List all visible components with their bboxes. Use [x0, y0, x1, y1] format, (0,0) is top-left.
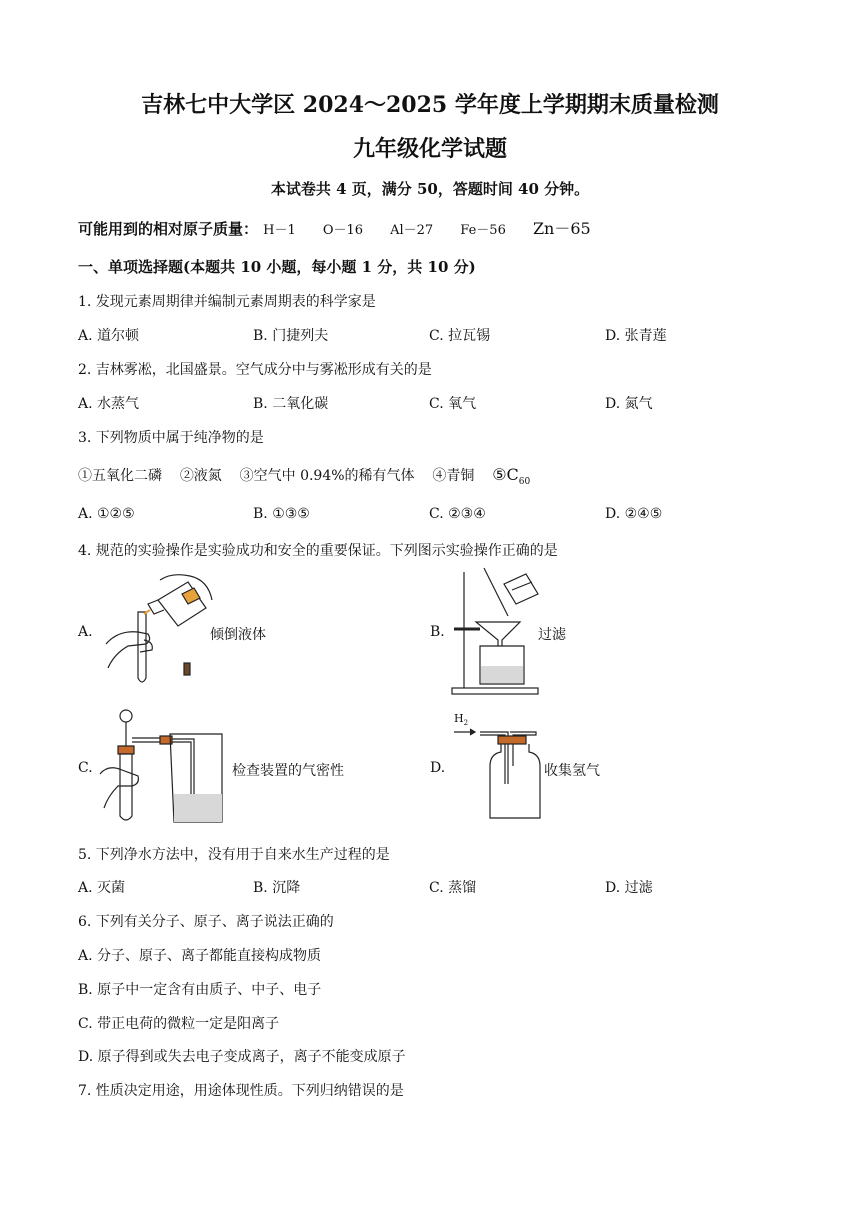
q5-option-c: C. 蒸馏	[429, 880, 477, 896]
q3-option-a: A. ①②⑤	[78, 506, 135, 522]
question-2-stem: 2. 吉林雾凇，北国盛景。空气成分中与雾凇形成有关的是	[78, 362, 432, 378]
q4-option-c-letter: C.	[78, 760, 93, 776]
hydrogen-subscript: 2	[463, 719, 469, 728]
atomic-mass-o: O－16	[322, 223, 364, 238]
q3-option-b: B. ①③⑤	[253, 506, 310, 522]
question-3-stem: 3. 下列物质中属于纯净物的是	[78, 430, 264, 446]
exam-title: 吉林七中大学区 2024～2025 学年度上学期期末质量检测	[141, 92, 719, 118]
question-7-stem: 7. 性质决定用途，用途体现性质。下列归纳错误的是	[78, 1083, 404, 1099]
q4-option-a-caption: 倾倒液体	[210, 627, 266, 643]
question-4-stem: 4. 规范的实验操作是实验成功和安全的重要保证。下列图示实验操作正确的是	[78, 543, 558, 559]
hydrogen-collection-illustration	[452, 726, 547, 822]
q4-option-b-letter: B.	[430, 624, 445, 640]
q4-option-d-letter: D.	[430, 760, 446, 776]
q2-option-c: C. 氧气	[429, 396, 477, 412]
pouring-liquid-illustration	[98, 570, 213, 690]
q1-option-a: A. 道尔顿	[78, 328, 140, 344]
q1-option-b: B. 门捷列夫	[253, 328, 329, 344]
atomic-mass-label: 可能用到的相对原子质量：	[78, 220, 259, 238]
filtration-illustration	[450, 566, 540, 698]
q3-item-3: ③空气中 0.94%的稀有气体	[239, 468, 415, 484]
q6-option-b: B. 原子中一定含有由质子、中子、电子	[78, 982, 322, 998]
q3-items	[78, 465, 530, 487]
q5-option-a: A. 灭菌	[78, 880, 126, 896]
q4-option-d-caption: 收集氢气	[544, 763, 600, 779]
hydrogen-label	[454, 712, 468, 727]
q3-item-5-symbol: ⑤C	[492, 465, 519, 484]
q3-item-1: ①五氧化二磷	[78, 468, 162, 484]
q4-option-a-letter: A.	[78, 624, 93, 640]
q3-option-c: C. ②③④	[429, 506, 486, 522]
question-6-stem: 6. 下列有关分子、原子、离子说法正确的	[78, 914, 334, 930]
q4-option-c-caption: 检查装置的气密性	[232, 763, 344, 779]
atomic-mass-line	[78, 216, 613, 239]
exam-subtitle: 九年级化学试题	[352, 136, 507, 162]
q4-option-b-caption: 过滤	[538, 627, 566, 643]
section-heading: 一、单项选择题(本题共 10 小题，每小题 1 分，共 10 分)	[78, 258, 476, 276]
q3-item-5	[492, 465, 531, 487]
atomic-mass-fe: Fe－56	[460, 223, 506, 238]
atomic-mass-h: H－1	[263, 223, 296, 238]
q2-option-a: A. 水蒸气	[78, 396, 140, 412]
exam-intro: 本试卷共 4 页，满分 50，答题时间 40 分钟。	[270, 180, 590, 198]
q3-item-2: ②液氮	[179, 468, 222, 484]
q3-option-d: D. ②④⑤	[605, 506, 663, 522]
q5-option-b: B. 沉降	[253, 880, 301, 896]
q2-option-b: B. 二氧化碳	[253, 396, 329, 412]
q1-option-d: D. 张青莲	[605, 328, 667, 344]
q3-item-5-subscript: 60	[518, 476, 531, 487]
question-1-stem: 1. 发现元素周期律并编制元素周期表的科学家是	[78, 294, 376, 310]
hydrogen-symbol: H	[454, 712, 464, 725]
question-5-stem: 5. 下列净水方法中，没有用于自来水生产过程的是	[78, 847, 390, 863]
airtightness-check-illustration	[98, 706, 233, 826]
q5-option-d: D. 过滤	[605, 880, 653, 896]
atomic-mass-al: Al－27	[390, 223, 434, 238]
q1-option-c: C. 拉瓦锡	[429, 328, 491, 344]
q6-option-c: C. 带正电荷的微粒一定是阳离子	[78, 1016, 280, 1032]
atomic-mass-zn: Zn－65	[532, 219, 591, 238]
q6-option-a: A. 分子、原子、离子都能直接构成物质	[78, 948, 322, 964]
q6-option-d: D. 原子得到或失去电子变成离子，离子不能变成原子	[78, 1049, 406, 1065]
q2-option-d: D. 氮气	[605, 396, 653, 412]
q3-item-4: ④青铜	[432, 468, 475, 484]
